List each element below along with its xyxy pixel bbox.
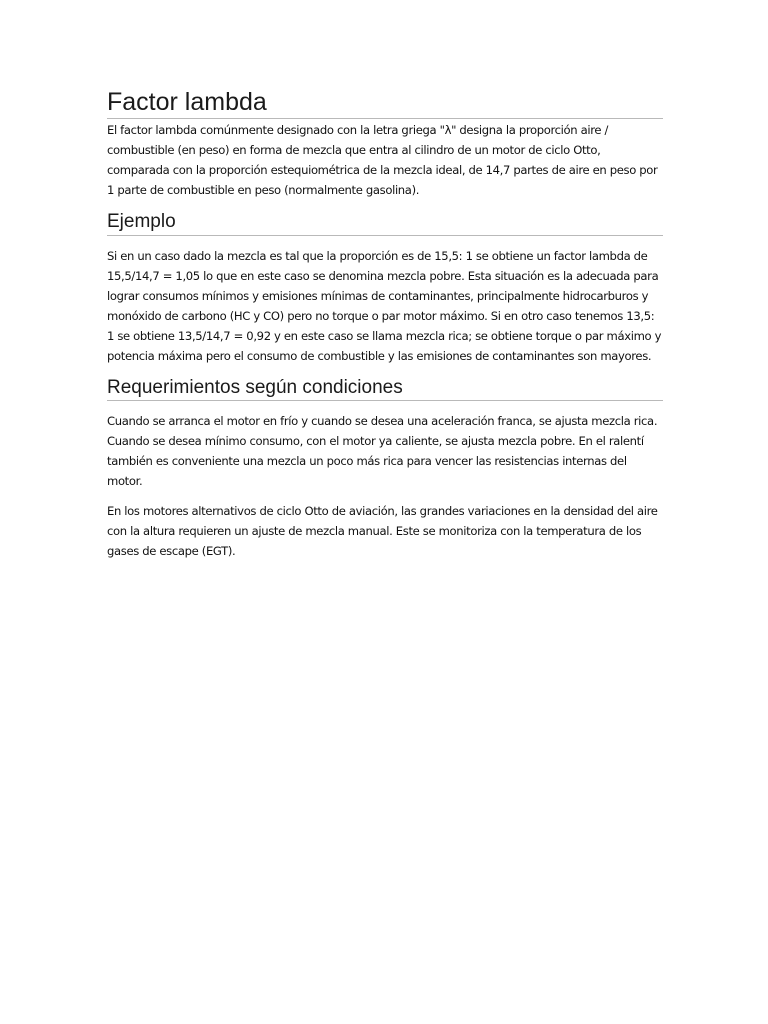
page-title: Factor lambda <box>107 88 663 119</box>
section-heading-ejemplo: Ejemplo <box>107 211 663 236</box>
ejemplo-paragraph: Si en un caso dado la mezcla es tal que la proporción es de 15,5: 1 se obtiene un factor lambda de 15,5/14,7 = 1,05 lo que en este caso se denomina mezcla pobre. Esta situación es la adecuada para lograr consumos mínimos y emisiones mínimas de contaminantes, principalmente hidrocarburos y monóxido de carbono (HC y CO) pero no torque o par motor máximo. Si en otro caso tenemos 13,5: 1 se obtiene 13,5/14,7 = 0,92 y en este caso se llama mezcla rica; se obtiene torque o par máximo y potencia máxima pero el consumo de combustible y las emisiones de contaminantes son mayores. <box>107 248 662 363</box>
requerimientos-paragraph-1: Cuando se arranca el motor en frío y cuando se desea una aceleración franca, se ajusta mezcla rica. Cuando se desea mínimo consumo, con el motor ya caliente, se ajusta mezcla pobre. En el ralentí también es conveniente una mezcla un poco más rica para vencer las resistencias internas del motor. <box>107 414 658 489</box>
document-page <box>107 88 663 561</box>
requerimientos-paragraph-2: En los motores alternativos de ciclo Otto de aviación, las grandes variaciones en la densidad del aire con la altura requieren un ajuste de mezcla manual. Este se monitoriza con la temperatura de los gases de escape (EGT). <box>107 504 658 559</box>
section-ejemplo <box>107 211 663 366</box>
section-heading-requerimientos: Requerimientos según condiciones <box>107 377 663 402</box>
section-requerimientos <box>107 377 663 562</box>
intro-paragraph: El factor lambda comúnmente designado con la letra griega "λ" designa la proporción aire / combustible (en peso) en forma de mezcla que entra al cilindro de un motor de ciclo Otto, comparada con la proporción estequiométrica de la mezcla ideal, de 14,7 partes de aire en peso por 1 parte de combustible en peso (normalmente gasolina). <box>107 122 658 197</box>
